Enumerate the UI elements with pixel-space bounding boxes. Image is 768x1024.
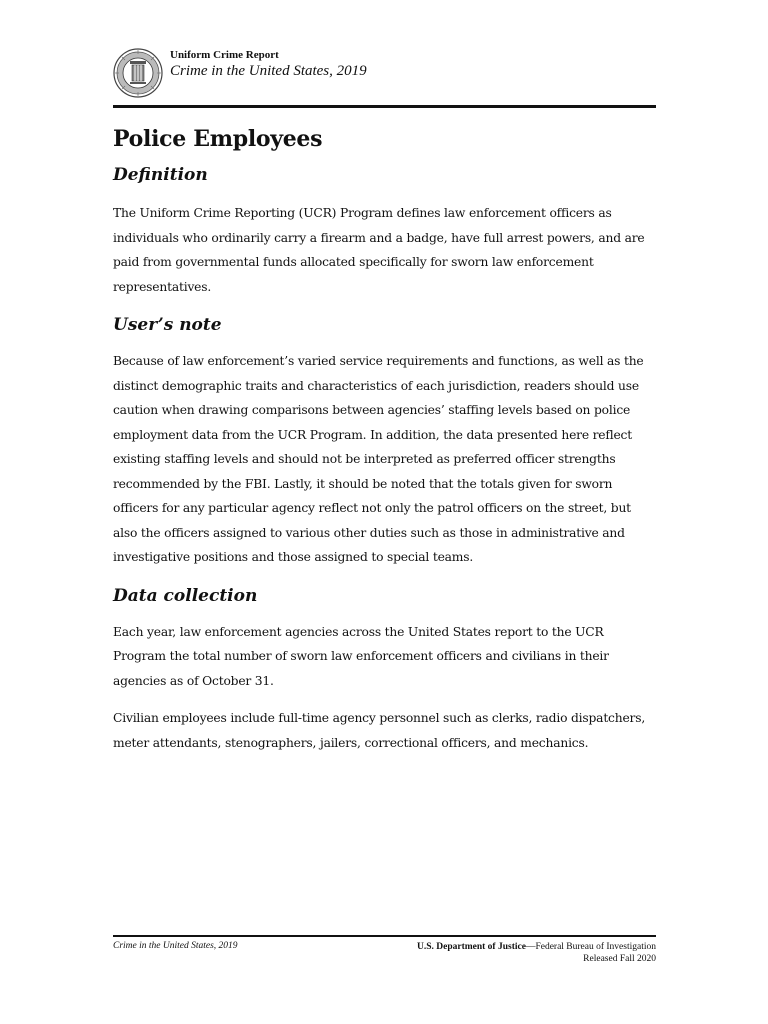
footer-release: Released Fall 2020 [583, 954, 656, 964]
paragraph-definition: The Uniform Crime Reporting (UCR) Program defines law enforcement officers as individuals who ordinarily carry a firearm and a badge, have full arrest powers, and are paid from governmental funds allocated specifically for sworn law enforcement representatives. [113, 206, 645, 294]
header-report-name: Uniform Crime Report [170, 49, 279, 61]
document-body [113, 124, 658, 755]
footer-bureau: —Federal Bureau of Investigation [525, 942, 656, 952]
footer-rule [113, 935, 656, 937]
paragraph-data-collection-1: Each year, law enforcement agencies across the United States report to the UCR Program the total number of sworn law enforcement officers and civilians in their agencies as of October 31. [113, 624, 609, 688]
section-heading-users-note: User’s note [113, 315, 222, 335]
paragraph-data-collection-2: Civilian employees include full-time agency personnel such as clerks, radio dispatchers, meter attendants, stenographers, jailers, correctional officers, and mechanics. [113, 711, 646, 750]
header-text [170, 48, 367, 80]
fbi-seal-icon [113, 48, 163, 98]
section-heading-definition: Definition [113, 165, 208, 185]
footer-department: U.S. Department of Justice [416, 942, 526, 952]
footer-agency [417, 941, 656, 965]
header-publication-title: Crime in the United States, 2019 [170, 63, 367, 79]
page-title: Police Employees [113, 126, 323, 152]
header-rule [113, 105, 656, 108]
footer-publication-title: Crime in the United States, 2019 [113, 941, 238, 951]
paragraph-users-note: Because of law enforcement’s varied service requirements and functions, as well as the distinct demographic traits and characteristics of each jurisdiction, readers should use caution when drawing comparisons between agencies’ staffing levels based on police employment data from the UCR Program. In addition, the data presented here reflect existing staffing levels and should not be interpreted as preferred officer strengths recommended by the FBI. Lastly, it should be noted that the totals given for sworn officers for any particular agency reflect not only the patrol officers on the street, but also the officers assigned to various other duties such as those in administrative and investigative positions and those assigned to special teams. [113, 354, 644, 564]
document-header [113, 46, 658, 102]
section-heading-data-collection: Data collection [113, 585, 258, 606]
footer-agency-line [417, 941, 656, 953]
